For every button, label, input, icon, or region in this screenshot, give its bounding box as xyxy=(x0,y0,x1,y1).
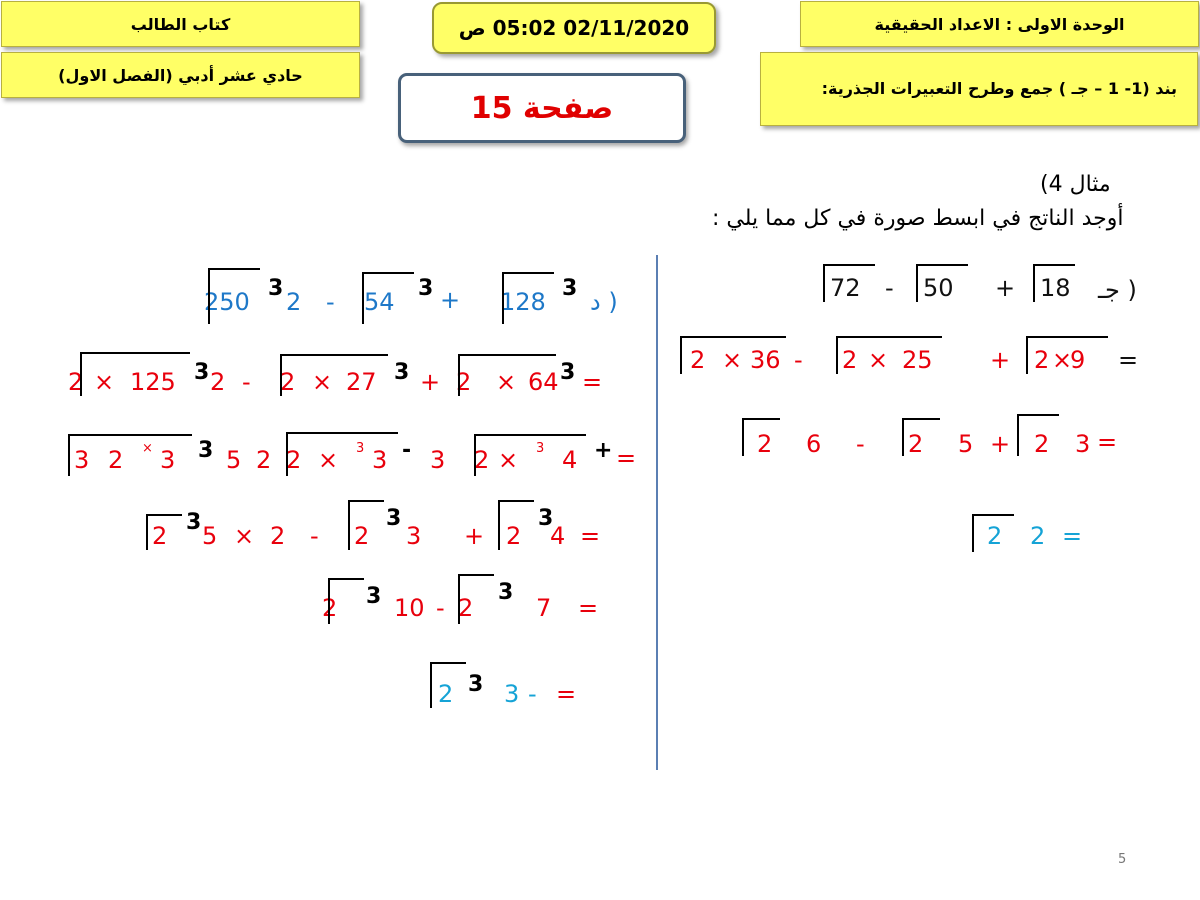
equals-sign: = xyxy=(1097,428,1118,456)
radical-sign xyxy=(823,264,875,302)
book-title-box xyxy=(1,1,360,47)
operator: × xyxy=(498,446,519,474)
radical-sign xyxy=(208,268,260,324)
superscript-index: × xyxy=(142,441,153,456)
equals-sign: = xyxy=(1118,346,1139,374)
term: 2 xyxy=(987,522,1003,550)
radical-index: 3 xyxy=(538,506,554,531)
operator: × xyxy=(722,346,743,374)
operator: + xyxy=(420,368,441,396)
section-title: بند (1- 1 – جـ ) جمع وطرح التعبيرات الجذرية: xyxy=(821,79,1177,98)
term: 36 xyxy=(750,346,781,374)
radical-sign xyxy=(1017,414,1059,456)
term: 125 xyxy=(130,368,176,396)
radical-index: 3 xyxy=(498,580,514,605)
date-box xyxy=(432,2,716,54)
grade-box xyxy=(1,52,360,98)
equals-sign: = xyxy=(582,368,603,396)
term: 2 xyxy=(280,368,296,396)
term: 3 xyxy=(406,522,422,550)
radical-sign xyxy=(68,434,192,476)
term: 2 xyxy=(757,430,773,458)
term: 5 xyxy=(958,430,974,458)
term: 2 xyxy=(286,446,302,474)
radical-index: 3 xyxy=(418,276,434,301)
term: 2 xyxy=(456,368,472,396)
radical-index: 3 xyxy=(560,360,576,385)
operator: × xyxy=(94,368,115,396)
example-title: مثال 4) xyxy=(1040,172,1111,197)
superscript-index: 3 xyxy=(356,441,365,456)
equals-sign: = xyxy=(616,444,637,472)
term: 54 xyxy=(364,288,395,316)
operator: - xyxy=(310,522,319,550)
term: 250 xyxy=(204,288,250,316)
term: 4 xyxy=(562,446,578,474)
book-title: كتاب الطالب xyxy=(130,14,231,34)
operator: - xyxy=(436,594,445,622)
radical-index: 3 xyxy=(562,276,578,301)
radical-sign xyxy=(146,514,182,550)
radical-sign xyxy=(742,418,780,456)
term: 5 xyxy=(226,446,242,474)
radical-sign xyxy=(916,264,968,302)
unit-title: الوحدة الاولى : الاعداد الحقيقية xyxy=(874,14,1125,34)
part-c-label: جـ ) xyxy=(1098,276,1137,304)
term: 2 xyxy=(908,430,924,458)
radical-sign xyxy=(836,336,942,374)
term: 3 xyxy=(160,446,176,474)
term: 128 xyxy=(500,288,546,316)
term: 2 xyxy=(152,522,168,550)
operator: × xyxy=(234,522,255,550)
term: 2 xyxy=(506,522,522,550)
radical-sign xyxy=(902,418,940,456)
term: 25 xyxy=(902,346,933,374)
radical-sign xyxy=(362,272,414,324)
superscript-index: 3 xyxy=(536,441,545,456)
radical-sign xyxy=(680,336,786,374)
radical-sign xyxy=(498,500,534,550)
operator: × xyxy=(312,368,333,396)
radical-sign xyxy=(458,574,494,624)
term: 6 xyxy=(806,430,822,458)
term: 2 xyxy=(474,446,490,474)
operator: + xyxy=(990,346,1011,374)
radical-sign xyxy=(458,354,556,396)
part-d-label: د ) xyxy=(590,288,618,316)
operator: 2 xyxy=(108,446,124,474)
radical-sign xyxy=(348,500,384,550)
term: 7 xyxy=(536,594,552,622)
term: 2 xyxy=(690,346,706,374)
operator: - xyxy=(242,368,251,396)
term: 2 xyxy=(68,368,84,396)
date-time: 02/11/2020 05:02 ص xyxy=(458,16,690,40)
term: 2 xyxy=(286,288,302,316)
term: 3 xyxy=(1075,430,1091,458)
term: 2 xyxy=(842,346,858,374)
radical-sign xyxy=(80,352,190,396)
example-instruction: أوجد الناتج في ابسط صورة في كل مما يلي : xyxy=(712,206,1124,231)
operator: × xyxy=(496,368,517,396)
slide-number: 5 xyxy=(1118,852,1127,867)
radical-sign xyxy=(474,434,586,476)
term: 5 xyxy=(202,522,218,550)
radical-index: 3 xyxy=(194,360,210,385)
operator: - xyxy=(885,274,894,302)
radical-sign xyxy=(280,354,388,396)
radical-sign xyxy=(328,578,364,624)
radical-index: 3 xyxy=(394,360,410,385)
operator: × xyxy=(868,346,889,374)
page-number: صفحة 15 xyxy=(470,90,614,126)
term: 2 xyxy=(458,594,474,622)
radical-sign xyxy=(286,432,398,476)
operator: 3 xyxy=(430,446,446,474)
operator: - xyxy=(326,288,335,316)
term: 2 xyxy=(210,368,226,396)
radical-sign xyxy=(1026,336,1108,374)
operator: + xyxy=(464,522,485,550)
operator: - xyxy=(528,680,537,708)
operator: 2 xyxy=(256,446,272,474)
term: 2 xyxy=(354,522,370,550)
term: 27 xyxy=(346,368,377,396)
term: 50 xyxy=(923,274,954,302)
operator: + xyxy=(440,286,461,314)
term: 10 xyxy=(394,594,425,622)
section-title-box xyxy=(760,52,1198,126)
equals-sign: = xyxy=(556,680,577,708)
operator: × xyxy=(1052,346,1073,374)
term: 2 xyxy=(322,594,338,622)
term: 18 xyxy=(1040,274,1071,302)
page-number-box xyxy=(398,73,686,143)
radical-sign xyxy=(430,662,466,708)
term: 64 xyxy=(528,368,559,396)
radical-index: 3 xyxy=(366,584,382,609)
unit-title-box xyxy=(800,1,1199,47)
equals-sign: = xyxy=(578,594,599,622)
column-divider xyxy=(656,255,658,770)
radical-index: 3 xyxy=(186,510,202,535)
radical-index: 3 xyxy=(268,276,284,301)
equals-sign: = xyxy=(580,522,601,550)
operator: - xyxy=(856,430,865,458)
radical-index: 3 xyxy=(198,438,214,463)
term: 2 xyxy=(1034,430,1050,458)
term: 2 xyxy=(438,680,454,708)
term: 3 xyxy=(372,446,388,474)
radical-sign xyxy=(972,514,1014,552)
operator: × xyxy=(318,446,339,474)
term: 2 xyxy=(1030,522,1046,550)
operator: + xyxy=(990,430,1011,458)
equals-sign: = xyxy=(1062,522,1083,550)
radical-index: 3 xyxy=(386,506,402,531)
operator: + xyxy=(995,274,1016,302)
term: 2 xyxy=(1034,346,1050,374)
radical-index: - xyxy=(402,438,412,463)
term: 3 xyxy=(504,680,520,708)
operator: - xyxy=(794,346,803,374)
radical-index: 3 xyxy=(468,672,484,697)
radical-index: + xyxy=(594,438,613,463)
radical-sign xyxy=(502,272,554,324)
radical-sign xyxy=(1033,264,1075,302)
grade-title: حادي عشر أدبي (الفصل الاول) xyxy=(58,65,303,85)
term: 4 xyxy=(550,522,566,550)
term: 72 xyxy=(830,274,861,302)
term: 2 xyxy=(270,522,286,550)
term: 3 xyxy=(74,446,90,474)
term: 9 xyxy=(1070,346,1086,374)
